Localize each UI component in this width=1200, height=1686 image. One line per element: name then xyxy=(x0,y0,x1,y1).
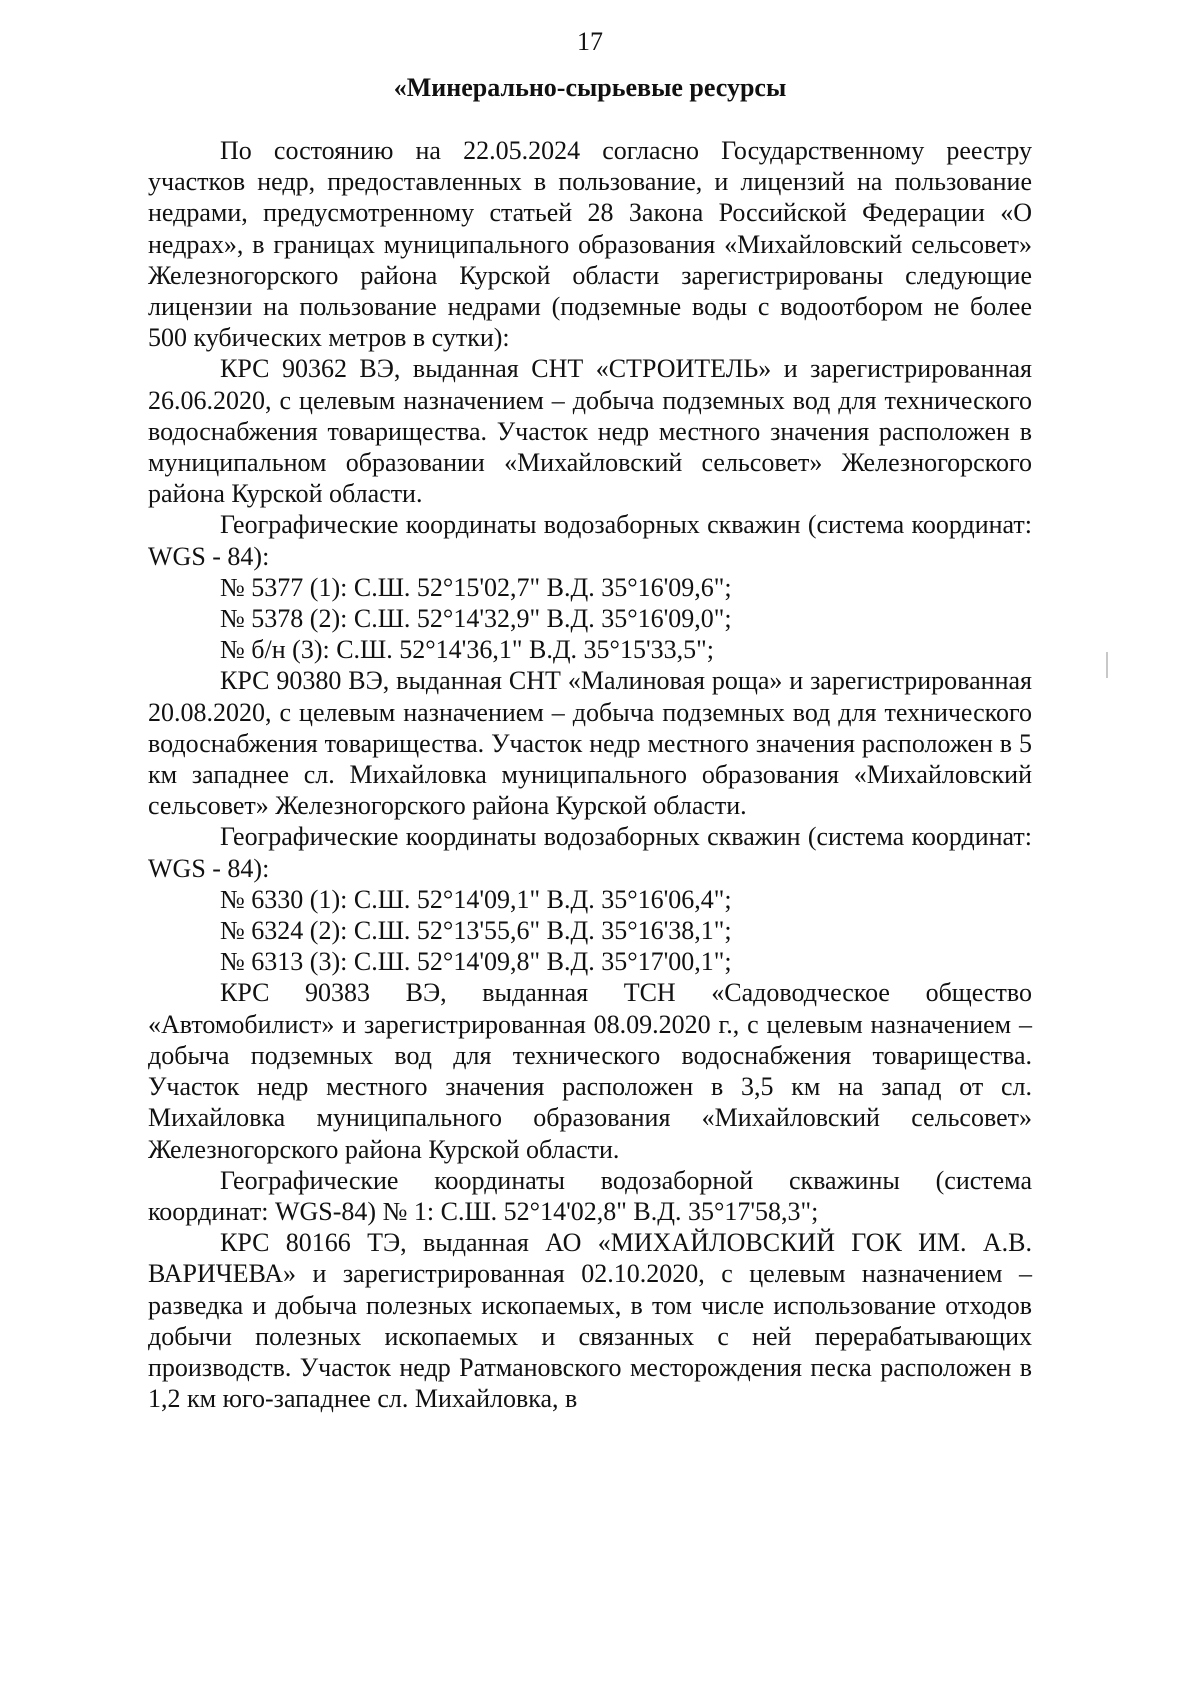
coordinate-line: № 5377 (1): С.Ш. 52°15'02,7" В.Д. 35°16'09,6"; xyxy=(220,572,732,602)
coordinate-line: № 5378 (2): С.Ш. 52°14'32,9" В.Д. 35°16'09,0"; xyxy=(220,604,732,634)
paragraph: КРС 90383 ВЭ, выданная ТСН «Садоводческое общество «Автомобилист» и зарегистрированная 08.09.2020 г., с целевым назначением – добыча подземных вод для технического водоснабжения товарищества. Участок недр местного значения расположен в 3,5 км на запад от сл. Михайловка муниципального образования «Михайловский сельсовет» Железногорского района Курской области. xyxy=(148,978,1032,1164)
paragraph: Географические координаты водозаборной скважины (система координат: WGS-84) № 1: С.Ш. 52°14'02,8" В.Д. 35°17'58,3"; xyxy=(148,1165,1032,1226)
page-number: 17 xyxy=(577,27,603,56)
document-body xyxy=(148,135,1032,1414)
coordinate-line: № б/н (3): С.Ш. 52°14'36,1" В.Д. 35°15'33,5"; xyxy=(220,635,714,665)
section-heading: «Минерально-сырьевые ресурсы xyxy=(393,73,787,102)
paragraph: Географические координаты водозаборных скважин (система координат: WGS - 84): xyxy=(148,510,1032,571)
paragraph: КРС 90362 ВЭ, выданная СНТ «СТРОИТЕЛЬ» и зарегистрированная 26.06.2020, с целевым назначением – добыча подземных вод для технического водоснабжения товарищества. Участок недр местного значения расположен в муниципальном образовании «Михайловский сельсовет» Железногорского района Курской области. xyxy=(148,354,1032,509)
paragraph: КРС 90380 ВЭ, выданная СНТ «Малиновая роща» и зарегистрированная 20.08.2020, с целевым назначением – добыча подземных вод для технического водоснабжения товарищества. Участок недр местного значения расположен в 5 км западнее сл. Михайловка муниципального образования «Михайловский сельсовет» Железногорского района Курской области. xyxy=(148,666,1032,821)
coordinate-line: № 6324 (2): С.Ш. 52°13'55,6" В.Д. 35°16'38,1"; xyxy=(220,916,732,946)
scan-edge-mark xyxy=(1106,652,1108,678)
paragraph: КРС 80166 ТЭ, выданная АО «МИХАЙЛОВСКИЙ ГОК ИМ. А.В. ВАРИЧЕВА» и зарегистрированная 02.10.2020, с целевым назначением – разведка и добыча полезных ископаемых, в том числе использование отходов добычи полезных ископаемых и связанных с ней перерабатывающих производств. Участок недр Ратмановского месторождения песка расположен в 1,2 км юго-западнее сл. Михайловка, в xyxy=(148,1228,1032,1414)
coordinate-line: № 6313 (3): С.Ш. 52°14'09,8" В.Д. 35°17'00,1"; xyxy=(220,947,732,977)
paragraph: По состоянию на 22.05.2024 согласно Государственному реестру участков недр, предоставленных в пользование, и лицензий на пользование недрами, предусмотренному статьей 28 Закона Российской Федерации «О недрах», в границах муниципального образования «Михайловский сельсовет» Железногорского района Курской области зарегистрированы следующие лицензии на пользование недрами (подземные воды с водоотбором не более 500 кубических метров в сутки): xyxy=(148,136,1032,353)
coordinate-line: № 6330 (1): С.Ш. 52°14'09,1" В.Д. 35°16'06,4"; xyxy=(220,884,732,914)
paragraph: Географические координаты водозаборных скважин (система координат: WGS - 84): xyxy=(148,822,1032,883)
